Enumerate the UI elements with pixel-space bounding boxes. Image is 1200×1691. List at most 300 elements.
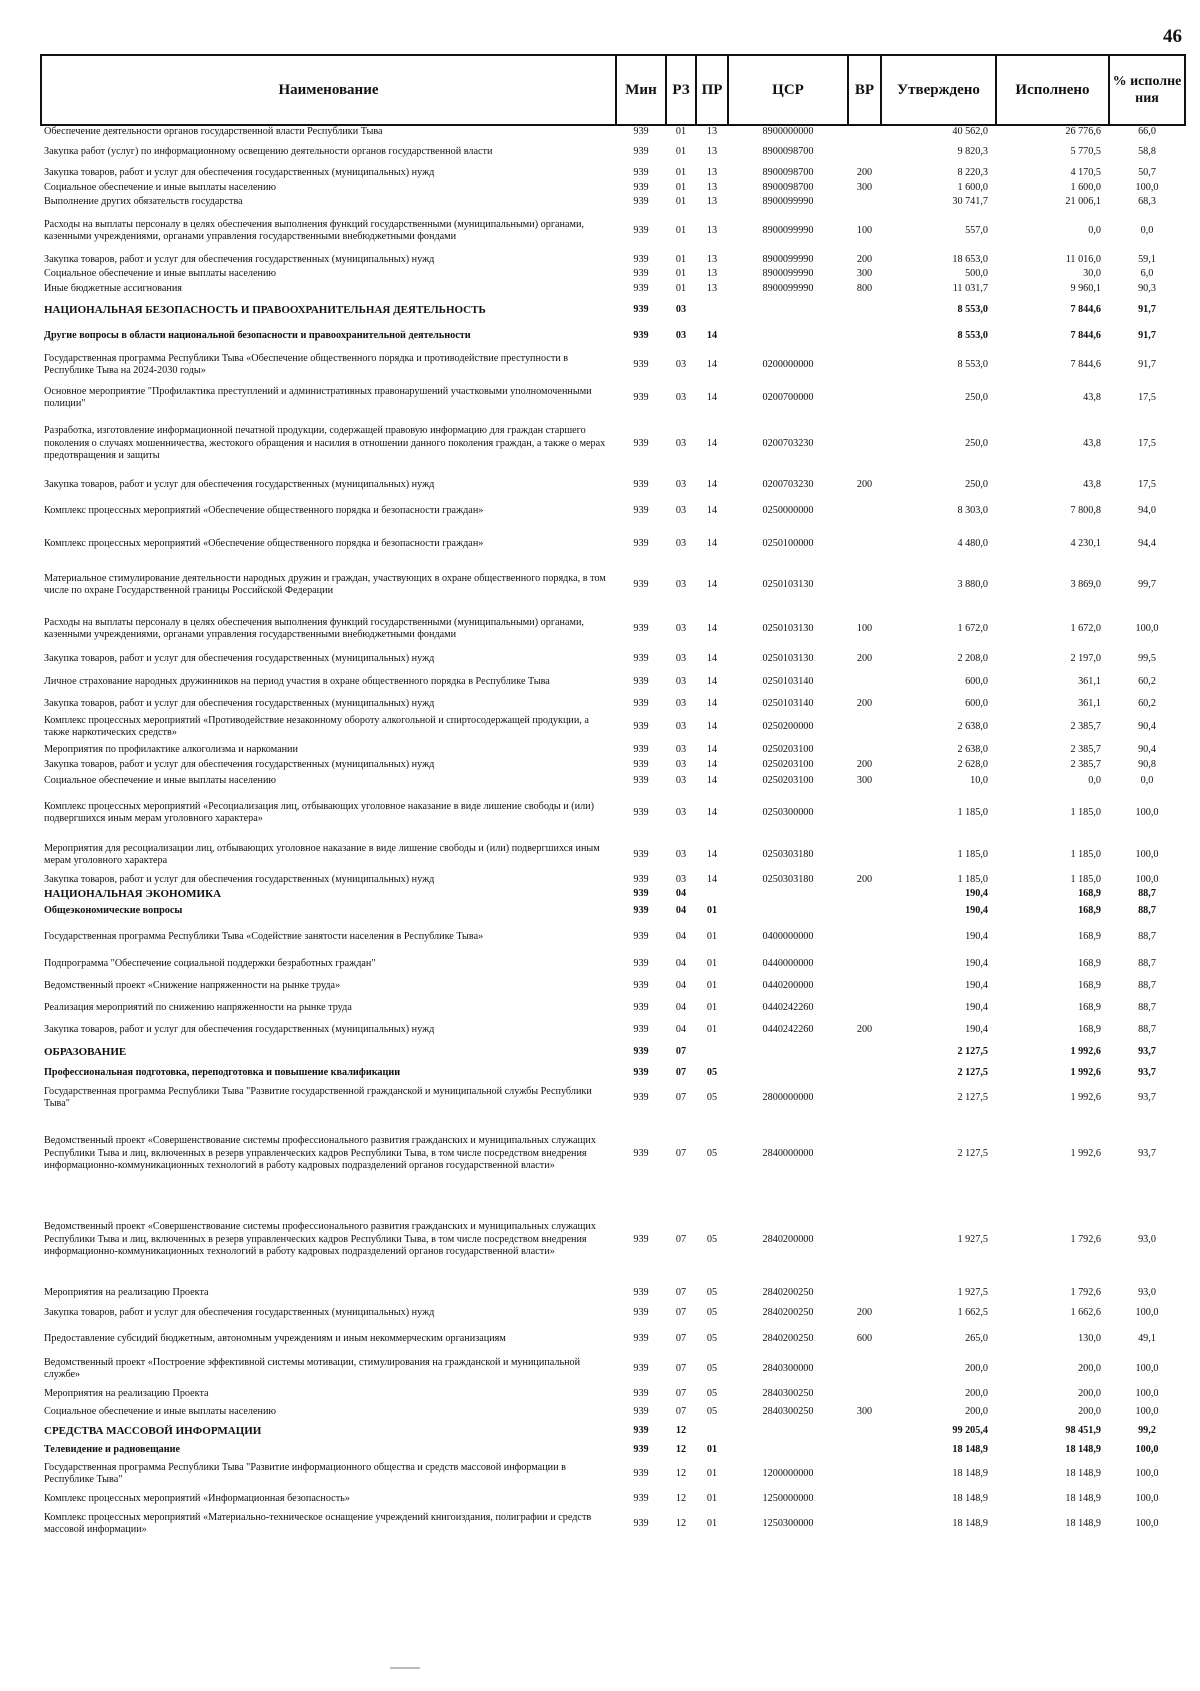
cell-vr [848,525,881,563]
cell-csr: 2840200000 [762,1233,814,1245]
cell-approved: 3 880,0 [957,578,988,590]
cell-min: 939 [633,1517,649,1529]
cell-percent: 88,7 [1138,957,1156,969]
cell-vr: 200 [856,253,873,265]
cell-name: Основное мероприятие "Профилактика преступлений и административных правонарушений участковыми уполномоченными полиции" [44,385,592,409]
cell-min: 939 [633,145,649,157]
cell-pr: 13 [706,282,718,294]
cell-vr [848,1441,881,1459]
cell-vr: 200 [856,873,873,885]
cell-vr: 200 [856,758,873,770]
cell-percent: 100,0 [1135,873,1159,885]
cell-name: Социальное обеспечение и иные выплаты населению [44,181,277,193]
table-row [41,1063,1185,1083]
cell-rz: 03 [675,437,687,449]
cell-rz: 07 [675,1147,687,1159]
cell-name: Мероприятия на реализацию Проекта [44,1286,209,1298]
cell-min: 939 [633,1332,649,1344]
cell-approved: 2 208,0 [957,652,988,664]
cell-percent: 91,7 [1138,358,1156,370]
cell-approved: 250,0 [965,391,988,403]
cell-csr: 0200703230 [762,478,814,490]
cell-vr [848,139,881,165]
cell-csr: 0200000000 [762,358,814,370]
table-row [41,209,1185,253]
table-row [41,873,1185,887]
cell-rz: 04 [675,1023,687,1035]
cell-pr: 05 [706,1332,718,1344]
cell-name: Разработка, изготовление информационной печатной продукции, содержащей правовую информацию для граждан старшего поколения о случаях мошенничества, жестокого обращения и насилия в отношении данного поколения граждан, а также о мерах предотвращения и защиты [44,425,606,462]
cell-approved: 190,4 [965,1001,988,1013]
cell-pr: 01 [706,957,718,969]
cell-min: 939 [633,504,649,516]
cell-pr [696,1041,728,1063]
table-row [41,651,1185,667]
cell-name: НАЦИОНАЛЬНАЯ ЭКОНОМИКА [44,887,222,900]
cell-approved: 190,4 [965,957,988,969]
table-row [41,497,1185,525]
cell-min: 939 [633,743,649,755]
cell-name: Государственная программа Республики Тыва "Развитие информационного общества и средств массовой информации в Республике Тыва" [44,1461,566,1485]
cell-name: Социальное обеспечение и иные выплаты населению [44,267,277,279]
cell-percent: 68,3 [1138,195,1156,207]
cell-vr [848,975,881,997]
cell-csr: 8900098700 [762,181,814,193]
table-row [41,1195,1185,1285]
cell-percent: 91,7 [1138,303,1156,315]
budget-execution-table [40,54,1186,1539]
cell-executed: 2 385,7 [1070,743,1101,755]
cell-vr [848,789,881,837]
cell-executed: 7 844,6 [1070,329,1101,341]
cell-approved: 2 127,5 [957,1091,988,1103]
cell-rz: 03 [675,358,687,370]
cell-rz: 03 [675,303,687,315]
cell-rz: 12 [675,1443,687,1455]
cell-vr [848,381,881,415]
cell-csr: 0250303180 [762,848,814,860]
cell-pr: 13 [706,181,718,193]
cell-min: 939 [633,957,649,969]
table-row [41,1301,1185,1325]
cell-percent: 100,0 [1135,1517,1159,1529]
cell-executed: 98 451,9 [1065,1424,1101,1436]
cell-csr [728,1041,848,1063]
cell-percent: 90,4 [1138,743,1156,755]
cell-min: 939 [633,358,649,370]
cell-rz: 03 [675,873,687,885]
cell-approved: 190,4 [965,904,988,916]
cell-min: 939 [633,1091,649,1103]
scan-artifact [390,1667,420,1669]
cell-min: 939 [633,126,649,138]
cell-rz: 04 [675,979,687,991]
cell-min: 939 [633,537,649,549]
cell-vr [848,125,881,139]
cell-csr: 0250103130 [762,622,814,634]
cell-rz: 07 [675,1091,687,1103]
cell-csr: 8900098700 [762,166,814,178]
cell-min: 939 [633,1023,649,1035]
cell-min: 939 [633,1492,649,1504]
cell-min: 939 [633,904,649,916]
table-row [41,323,1185,349]
cell-percent: 91,7 [1138,329,1156,341]
cell-vr [848,1083,881,1113]
table-row [41,773,1185,789]
cell-vr [848,1353,881,1385]
table-row [41,125,1185,139]
cell-pr: 05 [706,1147,718,1159]
cell-rz: 07 [675,1045,687,1057]
cell-csr: 0250303180 [762,873,814,885]
cell-percent: 58,8 [1138,145,1156,157]
table-row [41,1385,1185,1403]
cell-vr [848,711,881,743]
cell-approved: 99 205,4 [952,1424,988,1436]
cell-name: Общеэкономические вопросы [44,904,183,916]
cell-pr: 14 [706,329,718,341]
cell-csr [728,1421,848,1441]
cell-min: 939 [633,979,649,991]
cell-csr [728,887,848,901]
cell-name: Закупка товаров, работ и услуг для обеспечения государственных (муниципальных) нужд [44,697,435,709]
cell-pr: 14 [706,622,718,634]
cell-percent: 90,3 [1138,282,1156,294]
cell-vr [848,1489,881,1509]
cell-approved: 200,0 [965,1405,988,1417]
cell-rz: 07 [675,1387,687,1399]
cell-vr: 200 [856,652,873,664]
cell-csr: 0250203100 [762,774,814,786]
cell-pr: 13 [706,126,718,138]
table-row [41,1353,1185,1385]
cell-vr [848,953,881,975]
cell-percent: 88,7 [1138,904,1156,916]
cell-csr: 0250100000 [762,537,814,549]
cell-percent: 99,2 [1138,1424,1156,1436]
cell-pr: 05 [706,1362,718,1374]
table-row [41,139,1185,165]
cell-pr: 14 [706,578,718,590]
cell-csr: 8900099990 [762,253,814,265]
table-row [41,181,1185,195]
table-row [41,901,1185,921]
cell-min: 939 [633,1443,649,1455]
cell-min: 939 [633,930,649,942]
cell-executed: 168,9 [1078,957,1101,969]
cell-pr: 01 [706,1467,718,1479]
cell-vr [848,901,881,921]
cell-vr [848,887,881,901]
table-row [41,1285,1185,1301]
cell-percent: 6,0 [1140,267,1154,279]
cell-approved: 250,0 [965,437,988,449]
cell-rz: 03 [675,774,687,786]
cell-pr: 14 [706,758,718,770]
cell-name: Комплекс процессных мероприятий «Обеспечение общественного порядка и безопасности граждан» [44,537,484,549]
cell-percent: 88,7 [1138,887,1156,899]
header-pr: ПР [696,55,728,125]
cell-rz: 12 [675,1517,687,1529]
cell-rz: 03 [675,697,687,709]
cell-min: 939 [633,303,649,315]
table-row [41,165,1185,181]
cell-min: 939 [633,253,649,265]
cell-approved: 2 638,0 [957,743,988,755]
cell-percent: 99,7 [1138,578,1156,590]
cell-approved: 2 127,5 [957,1147,988,1159]
cell-pr: 13 [706,195,718,207]
cell-csr: 0250103140 [762,697,814,709]
table-row [41,563,1185,607]
table-row [41,887,1185,901]
cell-approved: 2 628,0 [957,758,988,770]
cell-percent: 93,7 [1138,1147,1156,1159]
cell-pr: 05 [706,1286,718,1298]
table-row [41,921,1185,953]
cell-min: 939 [633,1405,649,1417]
table-row [41,1489,1185,1509]
cell-csr [728,1063,848,1083]
cell-vr: 300 [856,1405,873,1417]
cell-name: Обеспечение деятельности органов государственной власти Республики Тыва [44,126,383,138]
cell-pr: 14 [706,675,718,687]
header-name: Наименование [41,55,616,125]
cell-vr: 600 [856,1332,873,1344]
cell-pr: 13 [706,166,718,178]
cell-executed: 1 992,6 [1070,1147,1101,1159]
cell-rz: 04 [675,957,687,969]
table-row [41,697,1185,711]
cell-rz: 03 [675,806,687,818]
cell-rz: 04 [675,1001,687,1013]
cell-name: Закупка товаров, работ и услуг для обеспечения государственных (муниципальных) нужд [44,873,435,885]
table-row [41,1041,1185,1063]
table-row [41,525,1185,563]
cell-min: 939 [633,181,649,193]
cell-approved: 190,4 [965,1023,988,1035]
cell-percent: 0,0 [1140,224,1154,236]
table-row [41,1403,1185,1421]
cell-min: 939 [633,282,649,294]
cell-min: 939 [633,848,649,860]
cell-name: Закупка товаров, работ и услуг для обеспечения государственных (муниципальных) нужд [44,1306,435,1318]
cell-percent: 88,7 [1138,1001,1156,1013]
cell-percent: 60,2 [1138,697,1156,709]
cell-name: Телевидение и радиовещание [44,1443,181,1455]
table-row [41,297,1185,323]
cell-executed: 168,9 [1078,979,1101,991]
cell-approved: 190,4 [965,930,988,942]
cell-pr: 14 [706,743,718,755]
cell-csr: 0440242260 [762,1001,814,1013]
cell-percent: 66,0 [1138,126,1156,138]
cell-executed: 1 992,6 [1070,1045,1101,1057]
cell-executed: 168,9 [1078,1001,1101,1013]
cell-executed: 3 869,0 [1070,578,1101,590]
table-row [41,381,1185,415]
table-row [41,1325,1185,1353]
cell-approved: 1 600,0 [957,181,988,193]
cell-approved: 1 927,5 [957,1233,988,1245]
table-row [41,837,1185,873]
table-row [41,711,1185,743]
table-row [41,281,1185,297]
table-row [41,667,1185,697]
cell-percent: 93,7 [1138,1091,1156,1103]
cell-rz: 04 [675,904,687,916]
cell-percent: 17,5 [1138,478,1156,490]
cell-min: 939 [633,578,649,590]
cell-rz: 03 [675,478,687,490]
cell-pr: 05 [706,1387,718,1399]
table-row [41,415,1185,473]
header-approved: Утверждено [881,55,996,125]
cell-pr: 01 [706,1492,718,1504]
cell-min: 939 [633,1147,649,1159]
cell-name: Другие вопросы в области национальной безопасности и правоохранительной деятельности [44,329,471,341]
cell-percent: 100,0 [1135,1387,1159,1399]
cell-min: 939 [633,391,649,403]
cell-pr: 13 [706,253,718,265]
cell-vr: 100 [856,622,873,634]
cell-approved: 1 662,5 [957,1306,988,1318]
cell-pr: 13 [706,224,718,236]
cell-min: 939 [633,1066,649,1078]
cell-min: 939 [633,478,649,490]
cell-executed: 18 148,9 [1065,1492,1101,1504]
cell-min: 939 [633,887,649,899]
cell-vr: 200 [856,1023,873,1035]
cell-min: 939 [633,195,649,207]
page-number: 46 [1163,26,1182,47]
cell-rz: 03 [675,848,687,860]
cell-vr [848,743,881,757]
cell-executed: 0,0 [1088,224,1101,236]
cell-executed: 1 185,0 [1070,848,1101,860]
cell-min: 939 [633,1045,649,1057]
cell-executed: 43,8 [1083,391,1101,403]
cell-approved: 18 148,9 [952,1443,988,1455]
cell-executed: 30,0 [1083,267,1101,279]
header-vr: ВР [848,55,881,125]
cell-vr [848,1459,881,1489]
cell-csr: 2840200250 [762,1286,814,1298]
cell-vr [848,1041,881,1063]
cell-name: Иные бюджетные ассигнования [44,282,182,294]
cell-vr [848,497,881,525]
cell-percent: 88,7 [1138,930,1156,942]
cell-name: Комплекс процессных мероприятий «Материально-техническое оснащение учреждений книгоиздания, полиграфии и средств массовой информации» [44,1511,592,1535]
cell-name: НАЦИОНАЛЬНАЯ БЕЗОПАСНОСТЬ И ПРАВООХРАНИТЕЛЬНАЯ ДЕЯТЕЛЬНОСТЬ [44,303,486,316]
cell-rz: 01 [675,126,687,138]
cell-csr: 2840200250 [762,1332,814,1344]
cell-csr [728,1441,848,1459]
cell-pr: 14 [706,437,718,449]
cell-percent: 17,5 [1138,437,1156,449]
cell-name: Материальное стимулирование деятельности народных дружин и граждан, участвующих в охране общественного порядка, в том числе по охране Государственной границы Российской Федерации [44,572,606,596]
cell-rz: 04 [675,930,687,942]
cell-pr: 14 [706,358,718,370]
cell-pr: 05 [706,1405,718,1417]
table-row [41,757,1185,773]
cell-executed: 1 792,6 [1070,1233,1101,1245]
cell-percent: 49,1 [1138,1332,1156,1344]
cell-name: Социальное обеспечение и иные выплаты населению [44,1405,277,1417]
cell-executed: 7 844,6 [1070,358,1101,370]
cell-min: 939 [633,697,649,709]
cell-min: 939 [633,437,649,449]
cell-approved: 8 553,0 [957,358,988,370]
cell-pr: 01 [706,1443,718,1455]
cell-approved: 40 562,0 [952,126,988,138]
table-row [41,743,1185,757]
cell-percent: 93,0 [1138,1286,1156,1298]
cell-approved: 200,0 [965,1362,988,1374]
cell-csr: 0250203100 [762,743,814,755]
header-executed: Исполнено [996,55,1109,125]
cell-name: Ведомственный проект «Совершенствование системы профессионального развития гражданских и муниципальных служащих Республики Тыва и лиц, включенных в резерв управленческих кадров Республики Тыва, в том числе посредством внедрения информационно-коммуникационных технологий в работу кадровых подразделений органов государственной власти» [44,1221,596,1258]
cell-executed: 5 770,5 [1070,145,1101,157]
table-row [41,195,1185,209]
cell-approved: 18 148,9 [952,1467,988,1479]
table-row [41,349,1185,381]
cell-pr [696,1421,728,1441]
cell-vr [848,1113,881,1195]
cell-percent: 100,0 [1135,1443,1159,1455]
cell-pr: 14 [706,504,718,516]
cell-rz: 03 [675,391,687,403]
cell-percent: 100,0 [1135,1362,1159,1374]
cell-name: Комплекс процессных мероприятий «Противодействие незаконному обороту алкогольной и спиртосодержащей продукции, а также наркотических средств» [44,714,589,738]
cell-csr: 0250203100 [762,758,814,770]
cell-approved: 11 031,7 [952,282,988,294]
cell-executed: 1 672,0 [1070,622,1101,634]
cell-name: Закупка товаров, работ и услуг для обеспечения государственных (муниципальных) нужд [44,758,435,770]
cell-rz: 07 [675,1332,687,1344]
cell-csr: 2840300000 [762,1362,814,1374]
cell-min: 939 [633,1387,649,1399]
cell-percent: 60,2 [1138,675,1156,687]
cell-pr: 14 [706,806,718,818]
cell-executed: 130,0 [1078,1332,1101,1344]
cell-rz: 03 [675,537,687,549]
cell-percent: 93,7 [1138,1066,1156,1078]
cell-csr: 1200000000 [762,1467,814,1479]
cell-min: 939 [633,622,649,634]
cell-executed: 168,9 [1078,887,1101,899]
cell-csr: 8900000000 [762,126,814,138]
cell-rz: 01 [675,166,687,178]
cell-rz: 01 [675,195,687,207]
cell-pr: 05 [706,1306,718,1318]
cell-rz: 07 [675,1233,687,1245]
cell-vr [848,921,881,953]
cell-approved: 4 480,0 [957,537,988,549]
cell-csr: 0440000000 [762,957,814,969]
cell-approved: 190,4 [965,887,988,899]
table-row [41,1441,1185,1459]
cell-name: Государственная программа Республики Тыва «Обеспечение общественного порядка и противодействие преступности в Республике Тыва на 2024-2030 годы» [44,352,569,376]
cell-name: Мероприятия для ресоциализации лиц, отбывающих уголовное наказание в виде лишение свободы и (или) подвергшихся иным мерам уголовного характера [44,842,600,866]
cell-pr: 14 [706,478,718,490]
cell-executed: 1 185,0 [1070,873,1101,885]
cell-executed: 0,0 [1088,774,1101,786]
cell-name: Комплекс процессных мероприятий «Ресоциализация лиц, отбывающих уголовное наказание в виде лишение свободы и (или) подвергшихся иным мерам уголовного характера» [44,800,595,824]
cell-percent: 93,7 [1138,1045,1156,1057]
cell-vr: 200 [856,478,873,490]
